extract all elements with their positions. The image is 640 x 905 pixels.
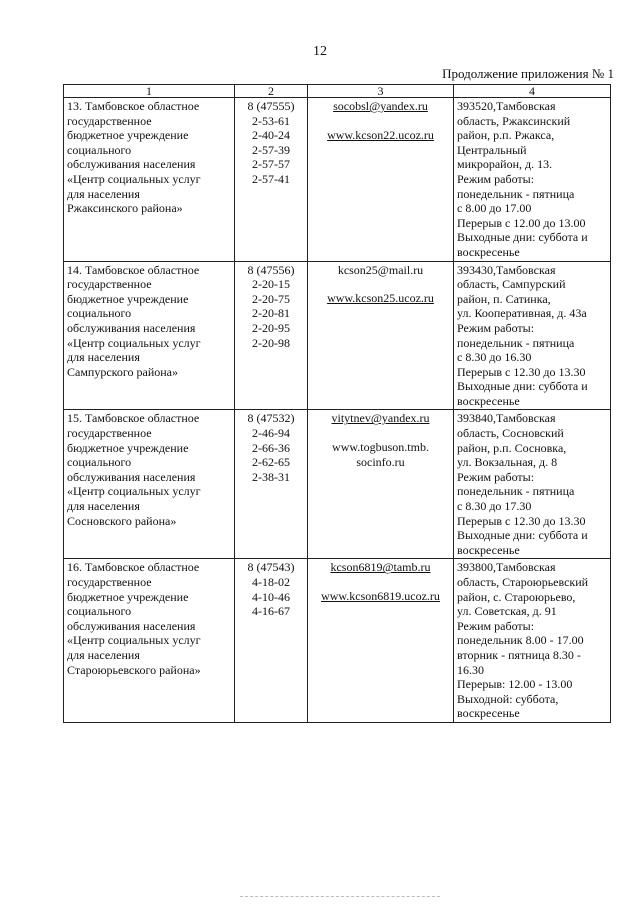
- website-link[interactable]: www.kcson22.ucoz.ru: [327, 127, 434, 142]
- institutions-table: [63, 84, 611, 723]
- table-row: [64, 410, 611, 559]
- header-col-1: 1: [64, 85, 235, 98]
- institution-name: 14. Тамбовское областное государственное бюджетное учреждение социального обслуживания населения «Центр социальных услуг для населения Сампурского района»: [64, 261, 235, 410]
- header-row: [64, 85, 611, 98]
- table-row: [64, 98, 611, 262]
- institution-name: 13. Тамбовское областное государственное бюджетное учреждение социального обслуживания населения «Центр социальных услуг для населения Ржаксинского района»: [64, 98, 235, 262]
- address-schedule: 393800,Тамбовская область, Староюрьевский район, с. Староюрьево, ул. Советская, д. 91 Режим работы: понедельник 8.00 - 17.00 вторник - пятница 8.30 - 16.30 Перерыв: 12.00 - 13.00 Выходной: суббота, воскресенье: [454, 559, 611, 723]
- table-row: [64, 559, 611, 723]
- contacts-cell: [308, 98, 454, 262]
- website-link[interactable]: www.kcson6819.ucoz.ru: [321, 589, 440, 603]
- phone-numbers: 8 (47555) 2-53-61 2-40-24 2-57-39 2-57-57 2-57-41: [235, 98, 308, 262]
- header-col-2: 2: [235, 85, 308, 98]
- phone-numbers: 8 (47543) 4-18-02 4-10-46 4-16-67: [235, 559, 308, 723]
- contacts-cell: [308, 410, 454, 559]
- header-col-4: 4: [454, 85, 611, 98]
- contacts-cell: [308, 261, 454, 410]
- website-link[interactable]: www.kcson25.ucoz.ru: [327, 291, 434, 306]
- institution-name: 15. Тамбовское областное государственное бюджетное учреждение социального обслуживания населения «Центр социальных услуг для населения Сосновского района»: [64, 410, 235, 559]
- website-link[interactable]: www.togbuson.tmb. socinfo.ru: [332, 440, 429, 469]
- institution-name: 16. Тамбовское областное государственное бюджетное учреждение социального обслуживания населения «Центр социальных услуг для населения Староюрьевского района»: [64, 559, 235, 723]
- contacts-cell: [308, 559, 454, 723]
- phone-numbers: 8 (47532) 2-46-94 2-66-36 2-62-65 2-38-31: [235, 410, 308, 559]
- table-row: [64, 261, 611, 410]
- address-schedule: 393840,Тамбовская область, Сосновский район, р.п. Сосновка, ул. Вокзальная, д. 8 Режим работы: понедельник - пятница с 8.30 до 17.30 Перерыв с 12.30 до 13.30 Выходные дни: суббота и воскресенье: [454, 410, 611, 559]
- email-link[interactable]: vitytnev@yandex.ru: [331, 411, 430, 426]
- email-link[interactable]: socobsl@yandex.ru: [333, 99, 428, 113]
- continuation-caption: Продолжение приложения № 1: [442, 66, 614, 81]
- page-number: 12: [313, 44, 327, 59]
- scan-artifact-line: [240, 896, 440, 897]
- address-schedule: 393430,Тамбовская область, Сампурский район, п. Сатинка, ул. Кооперативная, д. 43а Режим работы: понедельник - пятница с 8.30 до 16.30 Перерыв с 12.30 до 13.30 Выходные дни: суббота и воскресенье: [454, 261, 611, 410]
- email-link[interactable]: kcson25@mail.ru: [337, 262, 424, 277]
- address-schedule: 393520,Тамбовская область, Ржаксинский район, р.п. Ржакса, Центральный микрорайон, д. 13. Режим работы: понедельник - пятница с 8.00 до 17.00 Перерыв с 12.00 до 13.00 Выходные дни: суббота и воскресенье: [454, 98, 611, 262]
- phone-numbers: 8 (47556) 2-20-15 2-20-75 2-20-81 2-20-95 2-20-98: [235, 261, 308, 410]
- email-link[interactable]: kcson6819@tamb.ru: [330, 560, 431, 575]
- header-col-3: 3: [308, 85, 454, 98]
